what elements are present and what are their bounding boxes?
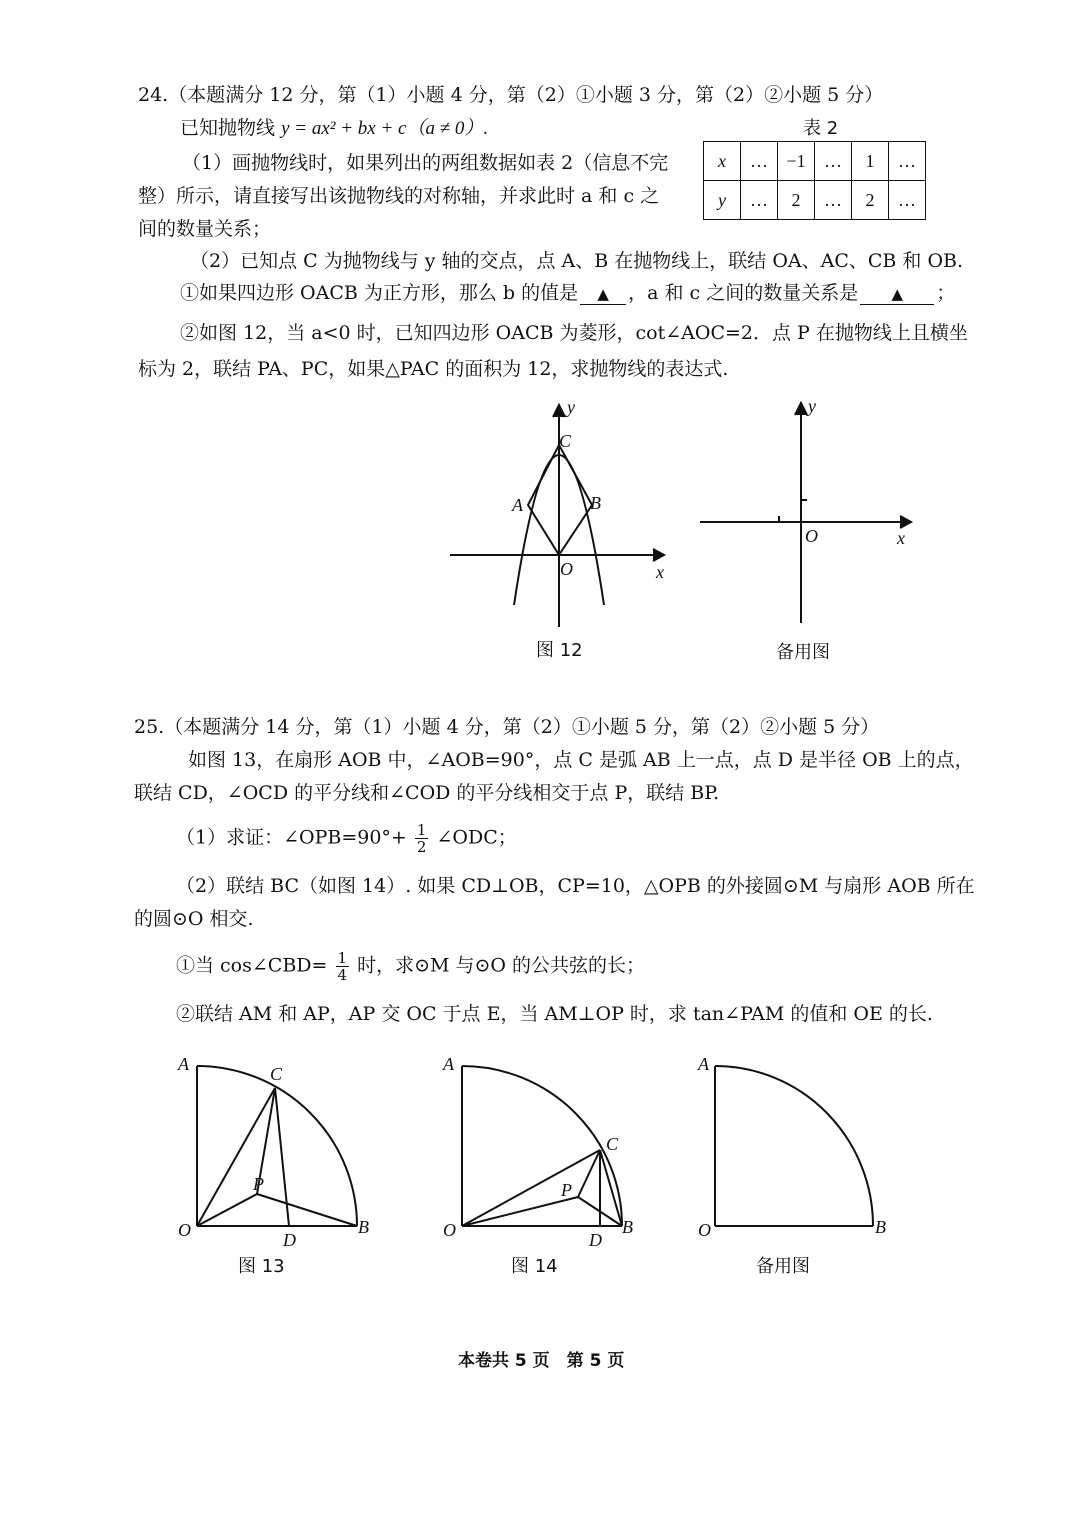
spare-figure-caption: 备用图: [756, 1256, 810, 1277]
label-p: P: [561, 1180, 572, 1200]
fraction-denominator: 4: [337, 966, 348, 984]
answer-blank: ▲: [860, 284, 934, 305]
spare-figure-sector: [695, 1050, 895, 1250]
table-row-x: [704, 142, 926, 181]
label-d: D: [589, 1230, 602, 1250]
label-b: B: [622, 1217, 633, 1237]
table-cell: …: [815, 142, 852, 181]
label-c: C: [270, 1064, 283, 1084]
x-axis-arrow: [900, 516, 911, 528]
fraction-numerator: 1: [416, 821, 427, 839]
q24-part2a-mid: ，a 和 c 之间的数量关系是: [628, 282, 859, 304]
label-a: A: [512, 495, 523, 515]
label-o: O: [560, 559, 573, 579]
q25-header: 25.（本题满分 14 分，第（1）小题 4 分，第（2）①小题 5 分，第（2）②小题 5 分）: [134, 716, 880, 738]
label-y: y: [808, 396, 816, 416]
fraction-one-half: [415, 822, 429, 855]
table-cell: …: [741, 181, 778, 220]
figure-12: [448, 395, 688, 635]
table-cell: 2: [778, 181, 815, 220]
q24-part1-line1: （1）画抛物线时，如果列出的两组数据如表 2（信息不完: [182, 152, 669, 174]
q25-part2a-end: 时，求⊙M 与⊙O 的公共弦的长；: [357, 954, 646, 977]
label-c: C: [606, 1134, 619, 1154]
q24-part1-line3: 间的数量关系；: [138, 218, 272, 240]
table-cell: …: [889, 181, 926, 220]
fraction-one-quarter: [336, 950, 350, 983]
label-o: O: [698, 1220, 711, 1240]
q24-part2a: [180, 280, 955, 306]
table-cell: …: [815, 181, 852, 220]
segment-pb: [257, 1194, 357, 1226]
fraction-denominator: 2: [416, 838, 427, 856]
label-d: D: [283, 1230, 296, 1250]
figure-14: [440, 1050, 640, 1250]
label-o: O: [805, 526, 818, 546]
q25-intro-line2: 联结 CD，∠OCD 的平分线和∠COD 的平分线相交于点 P，联结 BP.: [134, 782, 720, 804]
figure-13-caption: 图 13: [238, 1256, 285, 1277]
label-o: O: [443, 1220, 456, 1240]
table-cell: x: [704, 142, 741, 181]
q24-intro: [180, 115, 488, 142]
q24-intro-text: 已知抛物线: [180, 117, 276, 139]
label-b: B: [875, 1217, 886, 1237]
q24-part2a-end: ；: [936, 282, 956, 304]
table-cell: 1: [852, 142, 889, 181]
figure-13: [175, 1050, 375, 1250]
label-b: B: [358, 1217, 369, 1237]
segment-oc: [462, 1150, 600, 1226]
spare-figure-caption: 备用图: [776, 642, 830, 663]
arc-ab: [715, 1066, 873, 1226]
q25-part2b: ②联结 AM 和 AP，AP 交 OC 于点 E，当 AM⊥OP 时，求 tan∠PAM 的值和 OE 的长.: [176, 1003, 933, 1025]
q25-intro-line1: 如图 13，在扇形 AOB 中，∠AOB=90°，点 C 是弧 AB 上一点，点 D 是半径 OB 上的点，: [188, 749, 974, 771]
table-cell: −1: [778, 142, 815, 181]
q25-part2a-text: ①当 cos∠CBD=: [176, 954, 328, 977]
q24-part2b-line1: ②如图 12，当 a<0 时，已知四边形 OACB 为菱形，cot∠AOC=2．点 P 在抛物线上且横坐: [180, 322, 968, 344]
answer-blank: ▲: [580, 284, 626, 305]
page-footer: 本卷共 5 页 第 5 页: [458, 1351, 625, 1371]
table-cell: y: [704, 181, 741, 220]
q24-part2-line1: （2）已知点 C 为抛物线与 y 轴的交点，点 A、B 在抛物线上，联结 OA、AC、CB 和 OB.: [190, 250, 964, 272]
spare-figure-axes: [695, 395, 925, 635]
table-row-y: [704, 181, 926, 220]
segment-cd: [275, 1088, 289, 1226]
q25-part1-text: （1）求证：∠OPB=90°+: [176, 826, 407, 849]
y-axis-arrow: [795, 403, 807, 415]
table-cell: …: [741, 142, 778, 181]
x-axis-arrow: [653, 549, 664, 561]
label-x: x: [656, 562, 664, 582]
figure-14-caption: 图 14: [511, 1256, 558, 1277]
q25-part1: [176, 822, 517, 855]
label-o: O: [178, 1220, 191, 1240]
label-a: A: [443, 1054, 454, 1074]
table2-title: 表 2: [803, 118, 839, 139]
q24-part2b-line2: 标为 2，联结 PA、PC，如果△PAC 的面积为 12，求抛物线的表达式.: [138, 358, 729, 380]
q25-part2a: [176, 950, 645, 983]
table-cell: …: [889, 142, 926, 181]
q24-part2a-text: ①如果四边形 OACB 为正方形，那么 b 的值是: [180, 282, 579, 304]
label-c: C: [559, 431, 572, 451]
arc-ab: [197, 1066, 357, 1226]
q24-part1-line2: 整）所示，请直接写出该抛物线的对称轴，并求此时 a 和 c 之: [138, 185, 660, 207]
label-a: A: [178, 1054, 189, 1074]
segment-op: [462, 1197, 578, 1226]
y-axis-arrow: [553, 405, 565, 417]
label-a: A: [698, 1054, 709, 1074]
arc-ab: [462, 1066, 622, 1226]
q24-header: 24.（本题满分 12 分，第（1）小题 4 分，第（2）①小题 3 分，第（2）②小题 5 分）: [138, 84, 884, 106]
table-cell: 2: [852, 181, 889, 220]
q25-part2-line1: （2）联结 BC（如图 14）. 如果 CD⊥OB，CP=10，△OPB 的外接圆⊙M 与扇形 AOB 所在: [176, 875, 975, 897]
label-y: y: [567, 397, 575, 417]
label-x: x: [897, 528, 905, 548]
table-2: [703, 141, 926, 220]
label-b: B: [590, 493, 601, 513]
q24-intro-formula: y = ax² + bx + c（a ≠ 0）.: [281, 118, 489, 139]
figure-12-caption: 图 12: [536, 640, 583, 661]
fraction-numerator: 1: [337, 949, 348, 967]
q25-part2-line2: 的圆⊙O 相交.: [134, 908, 254, 930]
q25-part1-end: ∠ODC；: [436, 826, 517, 849]
label-p: P: [253, 1174, 264, 1194]
